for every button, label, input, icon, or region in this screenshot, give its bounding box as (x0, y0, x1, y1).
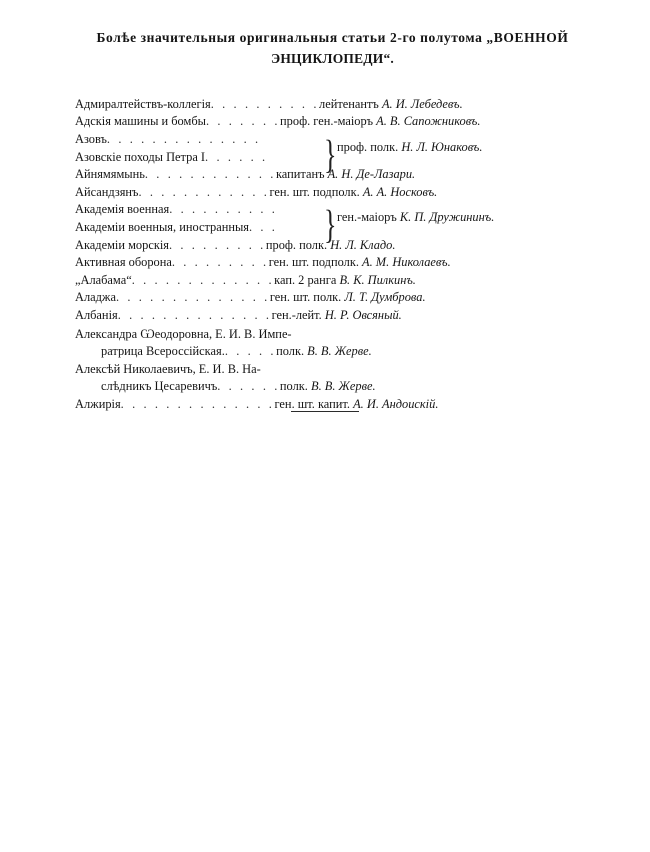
entry-lemma-cont: слѣдникъ Цесаревичъ (101, 379, 218, 394)
entry-continuation (75, 343, 590, 361)
entry-lemma: Азовъ (75, 132, 107, 147)
entry-author: А. М. Николаевъ. (362, 255, 451, 270)
entry-role: ген. шт. полк. (269, 290, 342, 305)
entry-leaders: . . . (249, 220, 278, 234)
entry-author: Л. Т. Думбровa. (344, 290, 426, 305)
entry-lemma: Айсандзянъ (75, 184, 139, 199)
list-item (75, 254, 590, 272)
entry-role: ген. шт. капит. (274, 396, 350, 411)
entry-author: А. И. Лебедевъ. (381, 96, 463, 111)
list-item (75, 361, 590, 396)
list-item (75, 201, 590, 219)
page-title-line-1: Болѣе значительныя оригинальныя статьи 2-го полутома „ВОЕННОЙ (96, 30, 569, 45)
entry-leaders: . . . . . . . . . (169, 237, 266, 252)
entry-role: ген. шт. подполк. (269, 184, 360, 199)
entry-lemma: Айнямямынь (75, 167, 145, 182)
entry-leaders: . . . . . . (217, 379, 280, 394)
entry-role: кап. 2 ранга (274, 272, 337, 287)
entry-author: А. Н. Де-Лазари. (327, 167, 416, 182)
entry-leaders: . . . . . . . . . . . . . . (106, 132, 261, 147)
entry-role: ген.-маіоръ (337, 210, 397, 225)
list-item (75, 289, 590, 307)
entry-role: ген.-лейт. (271, 307, 322, 322)
entry-lemma: Активная оборона (75, 255, 172, 270)
list-item (75, 237, 590, 255)
entry-leaders: . . . . . . . . . . . . . (131, 272, 275, 287)
section-divider (291, 411, 359, 412)
entry-leaders: . . . . . . . . . . . . (144, 167, 276, 182)
entry-role: полк. (276, 344, 305, 359)
entry-role: полк. (279, 379, 308, 394)
entry-author: Н. Л. Юнаковъ. (401, 140, 483, 155)
entry-leaders: . . . . . . . . . (171, 255, 269, 270)
page-title (75, 28, 590, 70)
brace-icon: } (324, 131, 337, 177)
entry-leaders: . . . . . . . . . . (210, 96, 320, 111)
entry-leaders: . . . . . . . . . . . . (138, 184, 270, 199)
list-item (75, 131, 590, 149)
entry-leaders: . . . . . . . (205, 114, 281, 129)
entry-lemma: Адскія машины и бомбы (75, 114, 206, 129)
list-item (75, 184, 590, 202)
entry-author: А. И. Андоискій. (353, 396, 439, 411)
entry-leaders: . . . . . . . . . . . . . . (117, 307, 272, 322)
page-title-line-2: ЭНЦИКЛОПЕДИ“. (270, 50, 395, 66)
entry-author: В. В. Жерве. (307, 344, 372, 359)
list-item (75, 219, 590, 237)
entry-lemma: Азовскіе походы Петра I (75, 149, 206, 164)
list-item (75, 96, 590, 114)
entry-leaders: . . . . . . (205, 149, 268, 164)
entry-author: Н. Р. Овсяный. (324, 307, 402, 322)
entry-role: проф. полк. (337, 140, 399, 155)
entry-role: проф. полк. (265, 237, 328, 252)
list-item (75, 149, 590, 167)
entry-lemma: Академія военная (75, 202, 170, 217)
list-item (75, 166, 590, 184)
entry-continuation (75, 378, 590, 396)
entry-leaders: . . . . . . . . . . (169, 202, 278, 217)
entry-lemma: Аладжа (75, 290, 116, 305)
entry-lemma: Академіи военныя, иностранныя (75, 220, 250, 234)
entry-author: В. В. Жерве. (311, 379, 376, 394)
entry-role: ген. шт. подполк. (268, 255, 359, 270)
entry-lemma: Александра Ѡеодоровна, Е. И. В. Импе- (75, 326, 292, 341)
entry-lemma: Алжирія (75, 396, 121, 411)
list-item (75, 113, 590, 131)
entry-author: А. В. Сапожниковъ. (376, 114, 481, 129)
list-item (75, 272, 590, 290)
entry-leaders: . . . . . . . . . . . . . . (120, 396, 275, 411)
entry-leaders: . . . . . (224, 344, 277, 359)
entry-role: проф. ген.-маіоръ (280, 114, 374, 129)
entry-author: В. К. Пилкинъ. (339, 272, 416, 287)
entry-list (75, 96, 590, 414)
brace-icon: } (324, 202, 337, 248)
entry-author: К. П. Дружининъ. (399, 210, 495, 225)
entry-lemma: Албанія (75, 307, 118, 322)
entry-author: А. А. Носковъ. (362, 184, 438, 199)
list-item (75, 326, 590, 361)
list-item (75, 307, 590, 325)
entry-role: лейтенантъ (319, 96, 379, 111)
entry-lemma: Академіи морскія (75, 237, 169, 252)
entry-lemma-cont: ратрица Всероссійская. (101, 344, 225, 359)
entry-leaders: . . . . . . . . . . . . . . (116, 290, 270, 305)
entry-lemma: Адмиралтействъ-коллегія (75, 96, 211, 111)
entry-role: капитанъ (275, 167, 325, 182)
entry-lemma: „Алабама“ (75, 272, 132, 287)
entry-author: Н. Л. Кладо. (330, 237, 396, 252)
entry-lemma: Алексѣй Николаевичъ, Е. И. В. На- (75, 361, 261, 376)
